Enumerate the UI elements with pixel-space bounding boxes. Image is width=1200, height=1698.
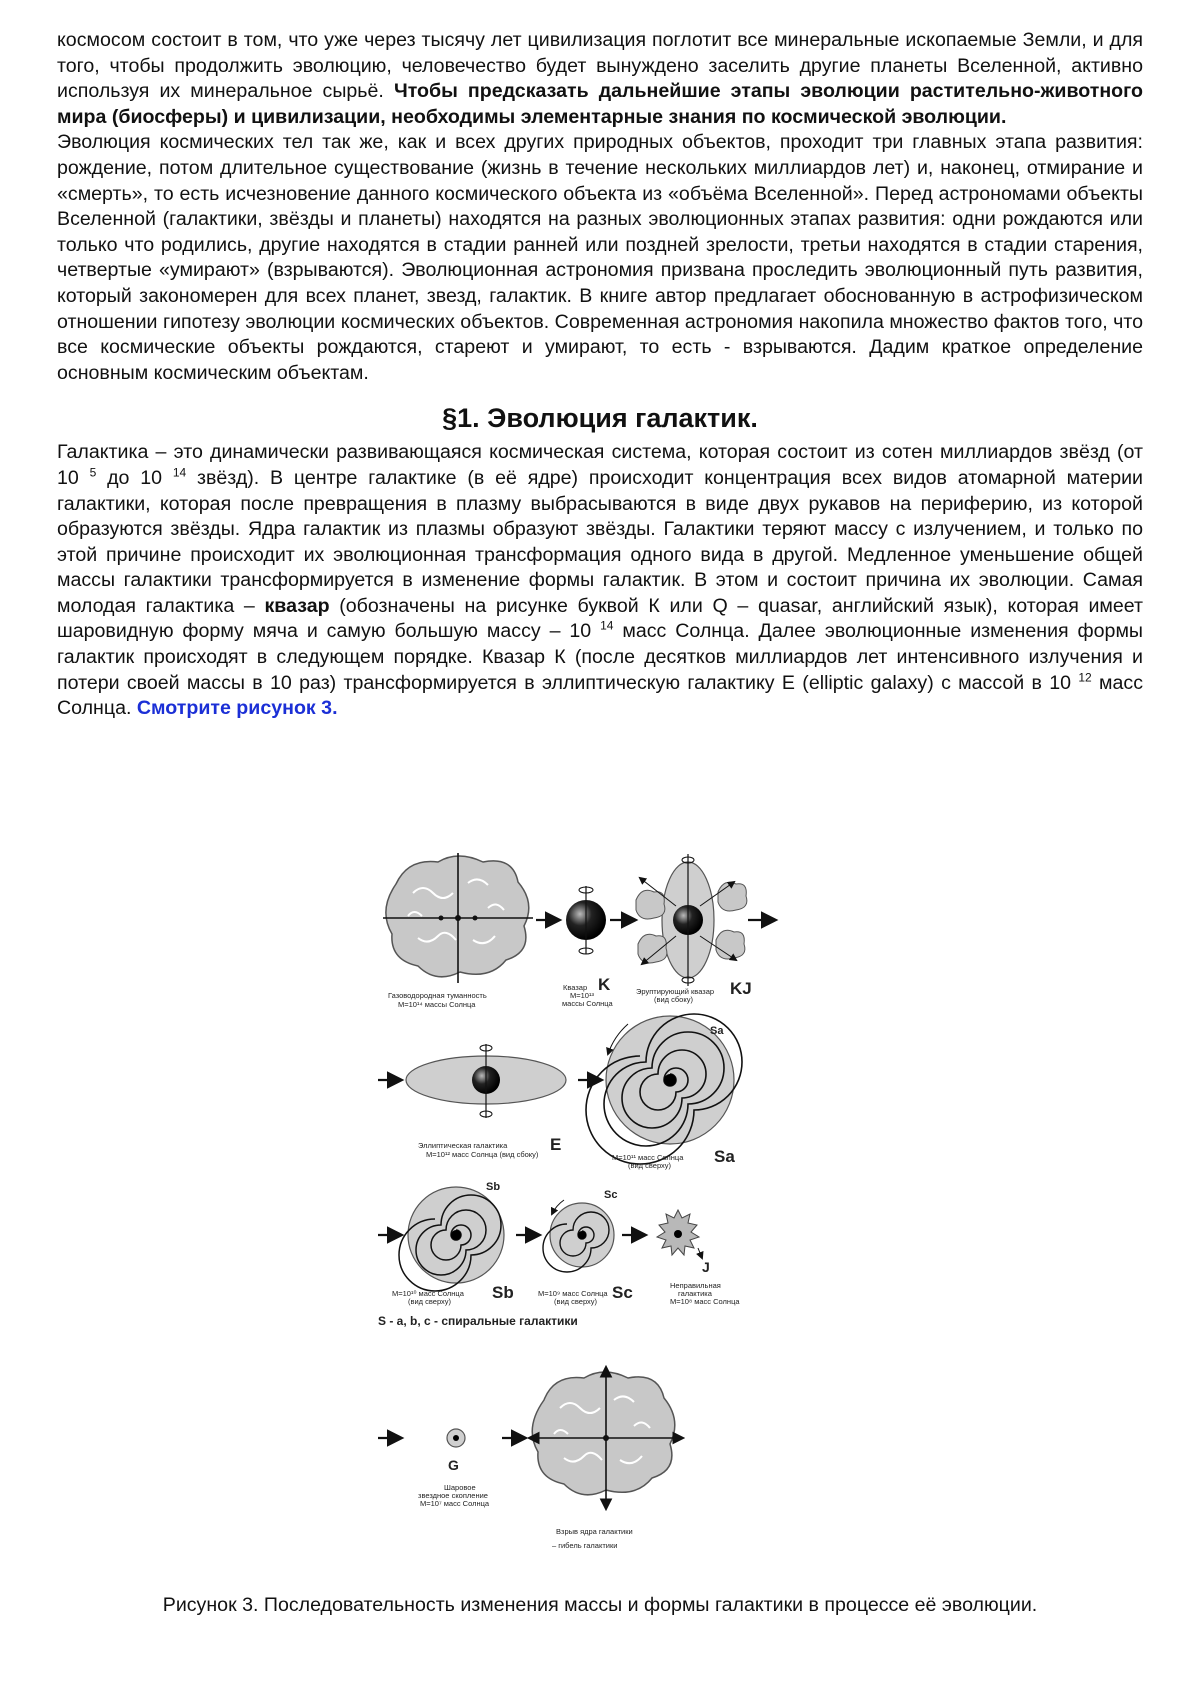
term-quasar: квазар	[264, 594, 330, 617]
quasar-label: K	[598, 975, 611, 994]
paragraph-galaxies: Галактика – это динамически развивающаяся космическая система, которая состоит из сотен миллиардов звёзд (от 10 $^5$ до 10 $^{14}$ звёзд). В центре галактике (в её ядре) происходит концентрация всех видов атомарной материи галактики, которая после превращения в плазму выбрасываются в виде двух рукавов на периферию, из которой образуются звёзды. Ядра галактик из плазмы образуют звёзды. Галактики теряют массу с излучением, и только по этой причине происходит их эволюционная трансформация одного вида в другой. Медленное уменьшение общей массы галактики трансформируется в изменение формы галактик. В этом и состоит причина их эволюции. Самая молодая галактика – квазар (обозначены на рисунке буквой К или Q – quasar, английский язык), которая имеет шаровидную форму мяча и самую большую массу – 10 $^{14}$ масс Солнца. Далее эволюционные изменения формы галактик происходят в следующем порядке. Квазар К (после десятков миллиардов лет интенсивного излучения и потери своей массы в 10 раз) трансформируется в эллиптическую галактику Е (elliptic galaxy) с массой в 10 $^{12}$ масс Солнца. Смотрите рисунок 3.	[57, 441, 1144, 720]
svg-text:(вид сбоку): (вид сбоку)	[654, 995, 693, 1004]
quasar	[566, 886, 606, 954]
svg-text:звездное скопление: звездное скопление	[418, 1491, 488, 1500]
spiral-sa-caption: М=10¹¹ масс Солнца	[612, 1153, 684, 1162]
svg-text:галактика: галактика	[678, 1289, 712, 1298]
spiral-sa-label: Sa	[714, 1147, 735, 1166]
eruptive-quasar	[636, 854, 747, 986]
svg-text:массы Солнца: массы Солнца	[562, 999, 613, 1008]
paragraph-intro-bold: Чтобы предсказать дальнейшие этапы эволюции растительно-животного мира (биосферы) и цивилизации, необходимы элементарные знания по космической эволюции.	[57, 80, 1144, 128]
paragraph-evolution: Эволюция космических тел так же, как и всех других природных объектов, проходит три главных этапа развития: рождение, потом длительное существование (жизнь в течение нескольких миллиардов лет) и, наконец, отмирание и «смерть», то есть исчезновение данного космического объекта из «объёма Вселенной». Перед астрономами объекты Вселенной (галактики, звёзды и планеты) находятся на разных эволюционных этапах развития: одни рождаются или только что родились, другие находятся в стадии ранней или поздней зрелости, третьи находятся в стадии старения, четвертые «умирают» (взрываются). Эволюционная астрономия призвана проследить эволюционный путь развития, который закономерен для всех планет, звезд, галактик. В книге автор предлагает обоснованную в астрофизическом отношении гипотезу эволюции космических объектов. Современная астрономия накопила множество фактов того, что все космические объекты рождаются, стареют и умирают, то есть - взрываются. Дадим краткое определение основным космическим объектам.	[57, 131, 1143, 384]
svg-text:(вид сверху): (вид сверху)	[628, 1161, 672, 1170]
figure-link[interactable]: Смотрите рисунок 3.	[136, 697, 338, 720]
galaxy-evolution-diagram	[378, 848, 833, 1583]
irregular-label: J	[702, 1259, 710, 1275]
svg-text:М=10¹² масс Солнца (вид сбоку): М=10¹² масс Солнца (вид сбоку)	[426, 1150, 539, 1159]
svg-text:М=10⁸ масс Солнца: М=10⁸ масс Солнца	[670, 1297, 740, 1306]
spiral-galaxy-sc	[543, 1200, 614, 1272]
spiral-sa-top-label: Sa	[710, 1025, 724, 1037]
figure-caption: Рисунок 3. Последовательность изменения массы и формы галактики в процессе её эволюции.	[162, 1594, 1038, 1616]
figure-3	[378, 848, 833, 1583]
spiral-sc-top-label: Sc	[604, 1189, 618, 1201]
spiral-note: S - a, b, c - спиральные галактики	[378, 1314, 578, 1328]
spiral-sb-caption: М=10¹⁰ масс Солнца	[392, 1289, 464, 1298]
spiral-sb-label: Sb	[492, 1283, 514, 1302]
svg-text:(вид сверху): (вид сверху)	[554, 1297, 598, 1306]
svg-text:М=10¹³: М=10¹³	[570, 991, 594, 1000]
globular-label: G	[448, 1457, 459, 1473]
spiral-sb-top-label: Sb	[486, 1181, 501, 1193]
nebula-caption: Газоводородная туманность	[388, 991, 487, 1000]
eruptive-quasar-caption: Эруптирующий квазар	[636, 987, 715, 996]
paragraph-intro	[57, 28, 1143, 130]
elliptical-caption: Эллиптическая галактика	[418, 1141, 508, 1150]
eruptive-quasar-label: KJ	[730, 979, 752, 998]
svg-text:(вид сверху): (вид сверху)	[408, 1297, 452, 1306]
svg-text:М=10⁷ масс Солнца: М=10⁷ масс Солнца	[420, 1499, 490, 1508]
quasar-caption: Квазар	[563, 983, 588, 992]
svg-text:– гибель галактики: – гибель галактики	[552, 1541, 618, 1550]
explosion-caption: Взрыв ядра галактики	[556, 1527, 633, 1536]
galaxy-core-explosion	[530, 1368, 682, 1508]
nebula-mass: М=10¹⁴ массы Солнца	[398, 1000, 476, 1009]
globular-caption: Шаровое	[444, 1483, 476, 1492]
nebula	[383, 853, 533, 983]
section-heading: §1. Эволюция галактик.	[442, 403, 758, 434]
irregular-caption: Неправильная	[670, 1281, 721, 1290]
spiral-sc-caption: М=10⁹ масс Солнца	[538, 1289, 608, 1298]
paragraph-intro-text: космосом состоит в том, что уже через тысячу лет цивилизация поглотит все минеральные ископаемые Земли, и для того, чтобы продолжить эволюцию, человечество будет вынуждено заселить другие планеты Вселенной, активно используя их минеральное сырьё.	[57, 29, 1143, 103]
spiral-galaxy-sb	[399, 1187, 504, 1291]
elliptical-galaxy	[406, 1044, 566, 1118]
document-body	[57, 28, 1143, 722]
irregular-galaxy	[657, 1210, 702, 1258]
spiral-sc-label: Sc	[612, 1283, 633, 1302]
globular-cluster	[447, 1429, 465, 1447]
elliptical-label: E	[550, 1135, 562, 1154]
